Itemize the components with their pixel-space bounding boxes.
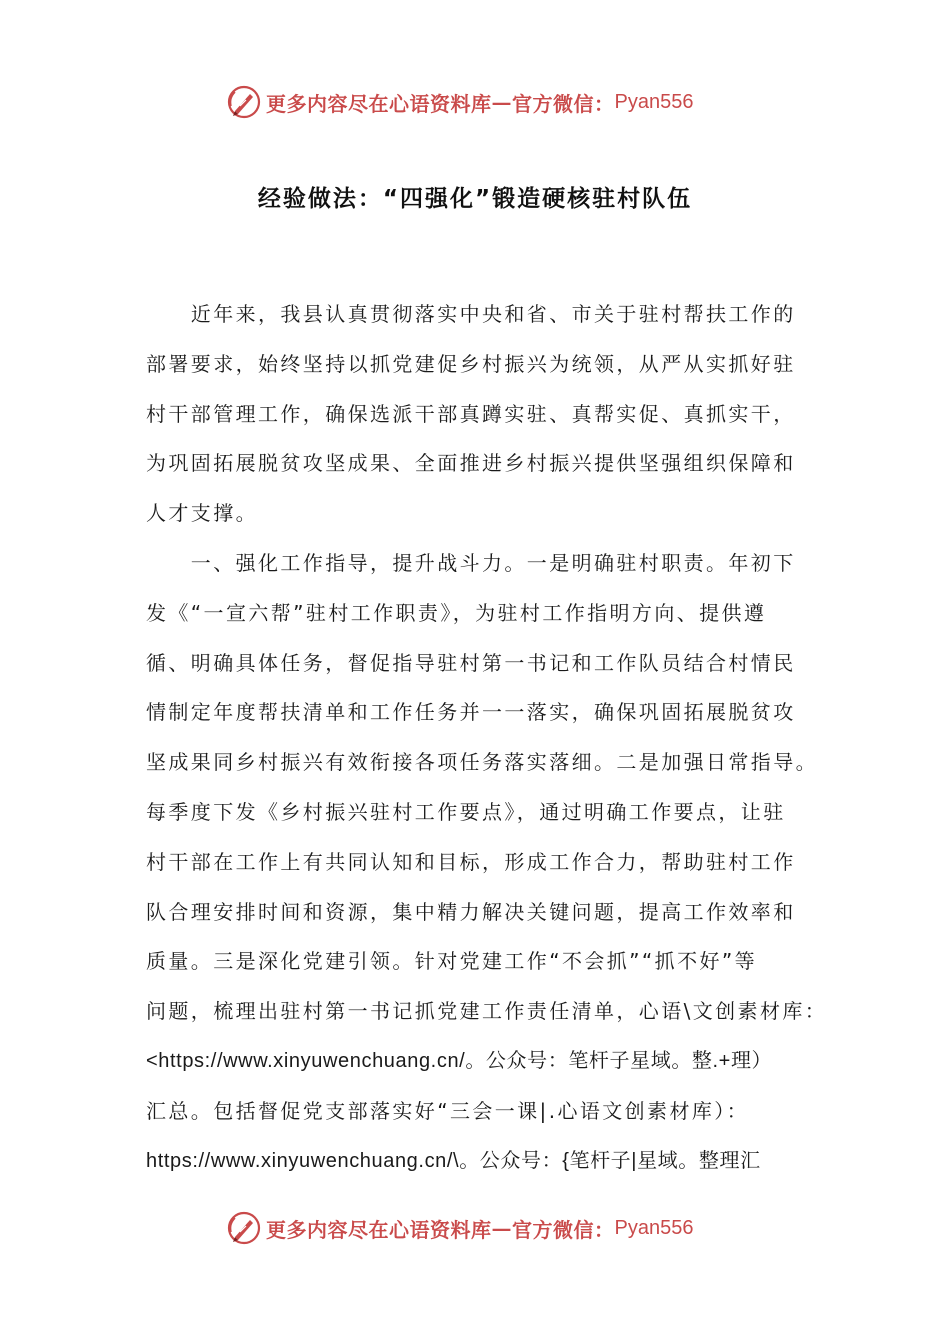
banner-wechat-label: 官方微信： [512,1217,615,1242]
body-line: 坚成果同乡村振兴有效衔接各项任务落实落细。二是加强日常指导。 [146,750,818,775]
banner-wechat-label: 官方微信： [512,91,615,116]
body-line: 部署要求，始终坚持以抓党建促乡村振兴为统领，从严从实抓好驻 [146,351,796,376]
body-line: 问题，梳理出驻村第一书记抓党建工作责任清单，心语\文创素材库： [146,999,828,1024]
header-banner [226,82,693,122]
banner-slogan: 更多内容尽在心语资料库 [266,91,492,116]
banner-separator: — [491,90,512,114]
document-title: 经验做法：“四强化”锻造硬核驻村队伍 [257,186,693,212]
pen-logo-icon [226,84,262,120]
body-line: 质量。三是深化党建引领。针对党建工作“不会抓”“抓不好”等 [146,949,758,974]
banner-wechat-id: Pyan556 [614,90,694,113]
body-line: 情制定年度帮扶清单和工作任务并一一落实，确保巩固拓展脱贫攻 [146,700,796,725]
pen-logo-icon [226,1210,262,1246]
banner-wechat-id: Pyan556 [614,1216,694,1239]
body-line: 每季度下发《乡村振兴驻村工作要点》，通过明确工作要点，让驻 [146,799,786,824]
banner-separator: — [491,1216,512,1240]
body-line: 近年来，我县认真贯彻落实中央和省、市关于驻村帮扶工作的 [146,302,796,326]
footer-banner [226,1208,693,1248]
body-line: 队合理安排时间和资源，集中精力解决关键问题，提高工作效率和 [146,899,796,924]
body-line-url: https://www.xinyuwenchuang.cn/\。公众号：{笔杆子|星域。整理汇 [146,1149,761,1172]
body-line: 为巩固拓展脱贫攻坚成果、全面推进乡村振兴提供坚强组织保障和 [146,451,796,476]
body-line: 循、明确具体任务，督促指导驻村第一书记和工作队员结合村情民 [146,650,796,675]
document-body [146,290,828,1186]
body-line: 发《“一宣六帮”驻村工作职责》，为驻村工作指明方向、提供遵 [146,600,767,625]
body-line: 一、强化工作指导，提升战斗力。一是明确驻村职责。年初下 [146,550,796,575]
body-line-url: <https://www.xinyuwenchuang.cn/。公众号：笔杆子星域。整.+理） [146,1049,773,1072]
body-line: 村干部在工作上有共同认知和目标，形成工作合力，帮助驻村工作 [146,849,796,874]
body-line: 人才支撑。 [146,501,258,526]
body-line: 村干部管理工作，确保选派干部真蹲实驻、真帮实促、真抓实干， [146,401,796,426]
banner-slogan: 更多内容尽在心语资料库 [266,1217,492,1242]
body-line: 汇总。包括督促党支部落实好“三会一课|.心语文创素材库）： [146,1098,750,1123]
